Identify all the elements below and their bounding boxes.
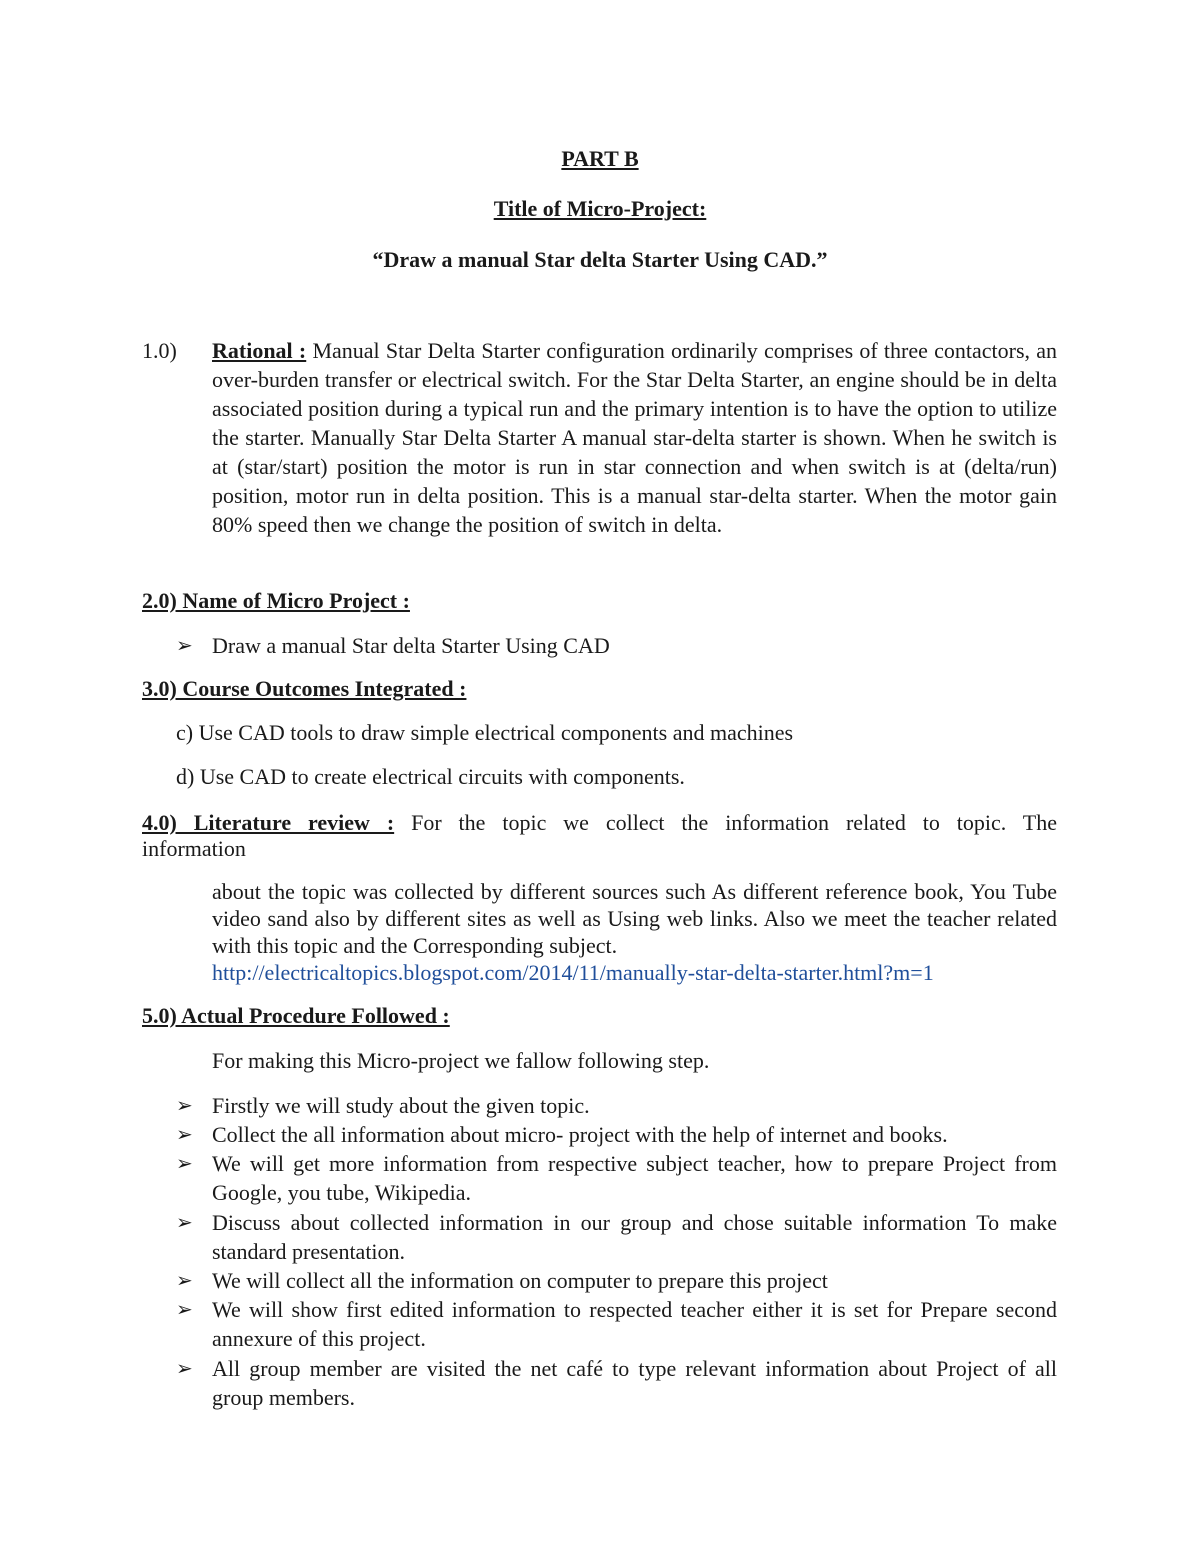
section5-intro: For making this Micro-project we fallow following step. [212,1048,710,1073]
procedure-step: All group member are visited the net café to type relevant information about Project of all group members. [212,1356,1057,1410]
procedure-step: Discuss about collected information in our group and chose suitable information To make standard presentation. [212,1210,1057,1264]
section4-heading: 4.0) Literature review : [142,810,395,835]
arrow-bullet-icon: ➢ [176,1358,193,1380]
arrow-bullet-icon: ➢ [176,1212,193,1234]
procedure-step: Firstly we will study about the given topic. [212,1093,590,1118]
section4-body: about the topic was collected by different sources such As different reference book, You Tube video sand also by different sites as well as Using web links. Also we meet the teacher related with this topic and the Corresponding subject. [212,879,1057,958]
procedure-step: We will get more information from respective subject teacher, how to prepare Project from Google, you tube, Wikipedia. [212,1151,1057,1205]
section1-text: Manual Star Delta Starter configuration ordinarily comprises of three contactors, an over-burden transfer or electrical switch. For the Star Delta Starter, an engine should be in delta associated position during a typical run and the primary intention is to have the option to utilize the starter. Manually Star Delta Starter A manual star-delta starter is shown. When he switch is at (star/start) position the motor is run in star connection and when switch is at (delta/run) position, motor run in delta position. This is a manual star-delta starter. When the motor gain 80% speed then we change the position of switch in delta. [212,338,1057,537]
section1-number: 1.0) [142,338,177,363]
arrow-bullet-icon: ➢ [176,1124,193,1146]
arrow-bullet-icon: ➢ [176,1299,193,1321]
section1-heading: Rational : [212,338,307,363]
procedure-step: Collect the all information about micro- project with the help of internet and books. [212,1122,948,1147]
outcome-item: c) Use CAD tools to draw simple electrical components and machines [176,720,794,745]
section1-paragraph [212,336,1057,539]
title-label: Title of Micro-Project: [493,196,707,221]
arrow-bullet-icon: ➢ [176,1095,193,1117]
outcome-item: d) Use CAD to create electrical circuits with components. [176,764,685,789]
arrow-bullet-icon: ➢ [176,1270,193,1292]
reference-link[interactable]: http://electricaltopics.blogspot.com/2014/11/manually-star-delta-starter.html?m=1 [212,960,934,985]
section4-intro-line2: information [142,836,246,861]
project-title: “Draw a manual Star delta Starter Using CAD.” [372,247,828,272]
section2-bullet: Draw a manual Star delta Starter Using CAD [212,633,610,658]
procedure-step: We will show first edited information to respected teacher either it is set for Prepare second annexure of this project. [212,1297,1057,1351]
section3-heading: 3.0) Course Outcomes Integrated : [142,676,467,701]
section5-heading: 5.0) Actual Procedure Followed : [142,1003,450,1028]
part-heading: PART B [561,146,639,171]
section2-heading: 2.0) Name of Micro Project : [142,588,410,613]
procedure-step: We will collect all the information on computer to prepare this project [212,1268,828,1293]
section4-intro: For the topic we collect the information related to topic. The [411,810,1057,835]
section4-intro-line [142,808,1057,837]
arrow-bullet-icon: ➢ [176,635,193,657]
arrow-bullet-icon: ➢ [176,1153,193,1175]
